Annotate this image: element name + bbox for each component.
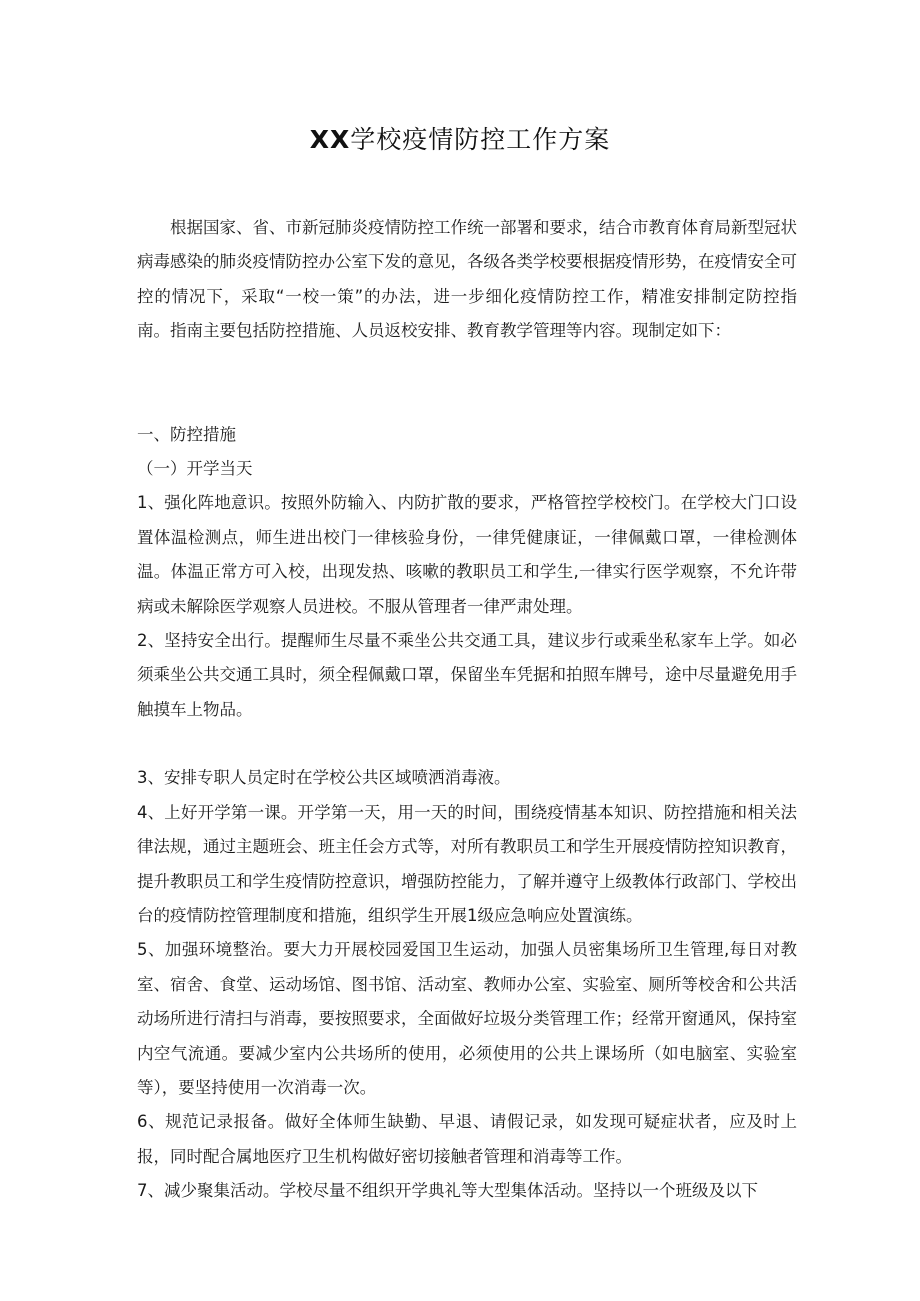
item-paragraph: 2、坚持安全出行。提醒师生尽量不乘坐公共交通工具，建议步行或乘坐私家车上学。如必须乘坐公共交通工具时，须全程佩戴口罩，保留坐车凭据和拍照车牌号，途中尽量避免用手触摸车上物品。	[137, 631, 797, 719]
subsection-heading: （一）开学当天	[137, 459, 253, 479]
intro-paragraph: 根据国家、省、市新冠肺炎疫情防控工作统一部署和要求，结合市教育体育局新型冠状病毒感染的肺炎疫情防控办公室下发的意见，各级各类学校要根据疫情形势，在疫情安全可控的情况下，采取“一校一策”的办法，进一步细化疫情防控工作，精准安排制定防控指南。指南主要包括防控措施、人员返校安排、教育教学管理等内容。现制定如下：	[137, 218, 797, 341]
section-heading: 一、防控措施	[137, 424, 236, 444]
item-paragraph: 3、安排专职人员定时在学校公共区域喷洒消毒液。	[137, 768, 511, 788]
title-text: 学校疫情防控工作方案	[350, 125, 611, 154]
item-paragraph: 5、加强环境整治。要大力开展校园爱国卫生运动，加强人员密集场所卫生管理,每日对教室、宿舍、食堂、运动场馆、图书馆、活动室、教师办公室、实验室、厕所等校舍和公共活动场所进行清扫与消毒，要按照要求，全面做好垃圾分类管理工作；经常开窗通风，保持室内空气流通。要减少室内公共场所的使用，必须使用的公共上课场所（如电脑室、实验室等），要坚持使用一次消毒一次。	[137, 940, 797, 1097]
item-paragraph: 6、规范记录报备。做好全体师生缺勤、早退、请假记录，如发现可疑症状者，应及时上报，同时配合属地医疗卫生机构做好密切接触者管理和消毒等工作。	[137, 1112, 797, 1166]
document-title	[0, 122, 920, 158]
item-paragraph: 1、强化阵地意识。按照外防输入、内防扩散的要求，严格管控学校校门。在学校大门口设置体温检测点，师生进出校门一律核验身份，一律凭健康证，一律佩戴口罩，一律检测体温。体温正常方可入校，出现发热、咳嗽的教职员工和学生,一律实行医学观察，不允许带病或未解除医学观察人员进校。不服从管理者一律严肃处理。	[137, 493, 797, 616]
item-paragraph: 7、减少聚集活动。学校尽量不组织开学典礼等大型集体活动。坚持以一个班级及以下	[137, 1181, 758, 1201]
item-paragraph: 4、上好开学第一课。开学第一天，用一天的时间，围绕疫情基本知识、防控措施和相关法律法规，通过主题班会、班主任会方式等，对所有教职员工和学生开展疫情防控知识教育，提升教职员工和学生疫情防控意识，增强防控能力，了解并遵守上级教体行政部门、学校出台的疫情防控管理制度和措施，组织学生开展1级应急响应处置演练。	[137, 802, 797, 925]
title-prefix: XX	[309, 125, 351, 154]
document-body	[137, 211, 797, 1209]
